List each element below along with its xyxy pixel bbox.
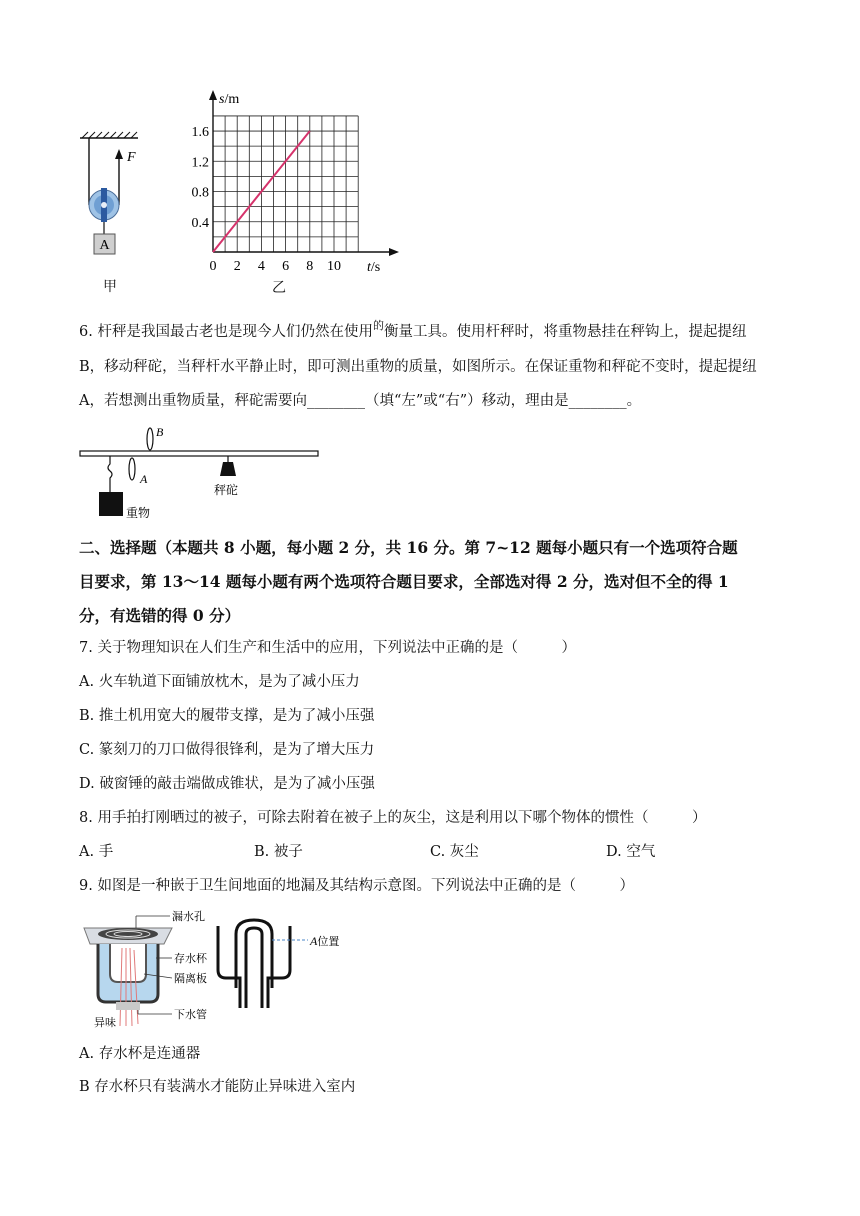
label-pipe: 下水管: [174, 1009, 207, 1021]
y-tick-label: 1.2: [191, 155, 209, 171]
section2-line-1: 二、选择题（本题共 8 小题，每小题 2 分，共 16 分。第 7~12 题每小题只有一个选项符合题: [79, 538, 738, 557]
label-a: A: [140, 472, 148, 486]
q7-option-a: A. 火车轨道下面铺放枕木，是为了减小压力: [79, 674, 360, 690]
chart-grid: [213, 116, 358, 252]
label-position: A位置: [310, 934, 340, 948]
x-tick-labels: [210, 259, 342, 274]
x-tick-label: 10: [327, 259, 341, 274]
y-tick-label: 1.6: [191, 125, 209, 141]
figure-yi-caption: 乙: [272, 280, 286, 296]
section2-line-3: 分，有选错的得 0 分）: [79, 606, 241, 625]
q6-line-1: [79, 319, 747, 343]
x-tick-label: 4: [257, 259, 265, 274]
x-axis-arrow: [389, 248, 399, 256]
y-tick-label: 0.4: [191, 215, 209, 231]
q7-option-d: D. 破窗锤的敲击端做成锥状，是为了减小压强: [79, 776, 375, 792]
pulley-diagram: [72, 128, 152, 298]
block-label: A: [99, 238, 110, 253]
q8-option-b: B. 被子: [254, 844, 303, 860]
x-tick-label: 8: [306, 259, 314, 274]
weight-label: 重物: [126, 506, 151, 520]
q6-line-2: B，移动秤砣，当秤杆水平静止时，即可测出重物的质量，如图所示。在保证重物和秤砣不变时，提起提纽: [79, 359, 757, 375]
figure-jia: [72, 128, 152, 298]
label-b: B: [156, 425, 164, 439]
figure-jia-caption: 甲: [103, 279, 117, 295]
q7-stem: 7. 关于物理知识在人们生产和生活中的应用，下列说法中正确的是（ ）: [79, 640, 576, 656]
label-plate: 隔离板: [174, 973, 207, 985]
st-graph: [180, 86, 400, 286]
label-hole: 漏水孔: [172, 911, 205, 923]
y-tick-label: 0.8: [191, 185, 209, 201]
q9-option-b: B 存水杯只有装满水才能防止异味进入室内: [79, 1079, 356, 1095]
q6-line-1a: 6. 杆秤是我国最古老也是现今人们仍然在使用: [79, 324, 373, 340]
q8-stem: 8. 用手拍打刚晒过的被子，可除去附着在被子上的灰尘，这是利用以下哪个物体的惯性（ ）: [79, 810, 707, 826]
x-tick-label: 0: [209, 259, 217, 274]
steelyard-figure: [76, 424, 326, 524]
steelyard-diagram: [76, 424, 326, 524]
q6-line-1-sup: 的: [372, 319, 384, 332]
q7-option-c: C. 篆刻刀的刀口做得很锋利，是为了增大压力: [79, 742, 375, 758]
x-axis-label: t/s: [367, 260, 381, 275]
y-tick-labels: [192, 125, 210, 231]
q6-line-3: A，若想测出重物质量，秤砣需要向________（填“左”或“右”）移动，理由是________。: [79, 393, 642, 409]
y-axis-arrow: [209, 90, 217, 100]
counterweight-label: 秤砣: [214, 483, 239, 497]
q8-option-d: D. 空气: [606, 844, 656, 860]
x-tick-label: 6: [282, 259, 290, 274]
q9-option-a: A. 存水杯是连通器: [79, 1046, 201, 1062]
q8-option-c: C. 灰尘: [430, 844, 479, 860]
q7-option-b: B. 推土机用宽大的履带支撑，是为了减小压强: [79, 708, 375, 724]
y-axis-label: s/m: [219, 92, 240, 107]
figure-yi: [180, 86, 400, 286]
label-smell: 异味: [94, 1017, 116, 1029]
x-tick-label: 2: [233, 259, 241, 274]
q9-stem: 9. 如图是一种嵌于卫生间地面的地漏及其结构示意图。下列说法中正确的是（ ）: [79, 878, 634, 894]
q8-option-a: A. 手: [79, 844, 114, 860]
floor-drain-diagram: [76, 904, 376, 1034]
section2-line-2: 目要求，第 13～14 题每小题有两个选项符合题目要求，全部选对得 2 分，选对但不全的得 1: [79, 572, 729, 591]
force-label: F: [127, 150, 136, 165]
label-cup: 存水杯: [174, 953, 207, 965]
q6-line-1b: 衡量工具。使用杆秤时，将重物悬挂在秤钩上，提起提纽: [383, 324, 747, 340]
floor-drain-figure: [76, 904, 376, 1034]
